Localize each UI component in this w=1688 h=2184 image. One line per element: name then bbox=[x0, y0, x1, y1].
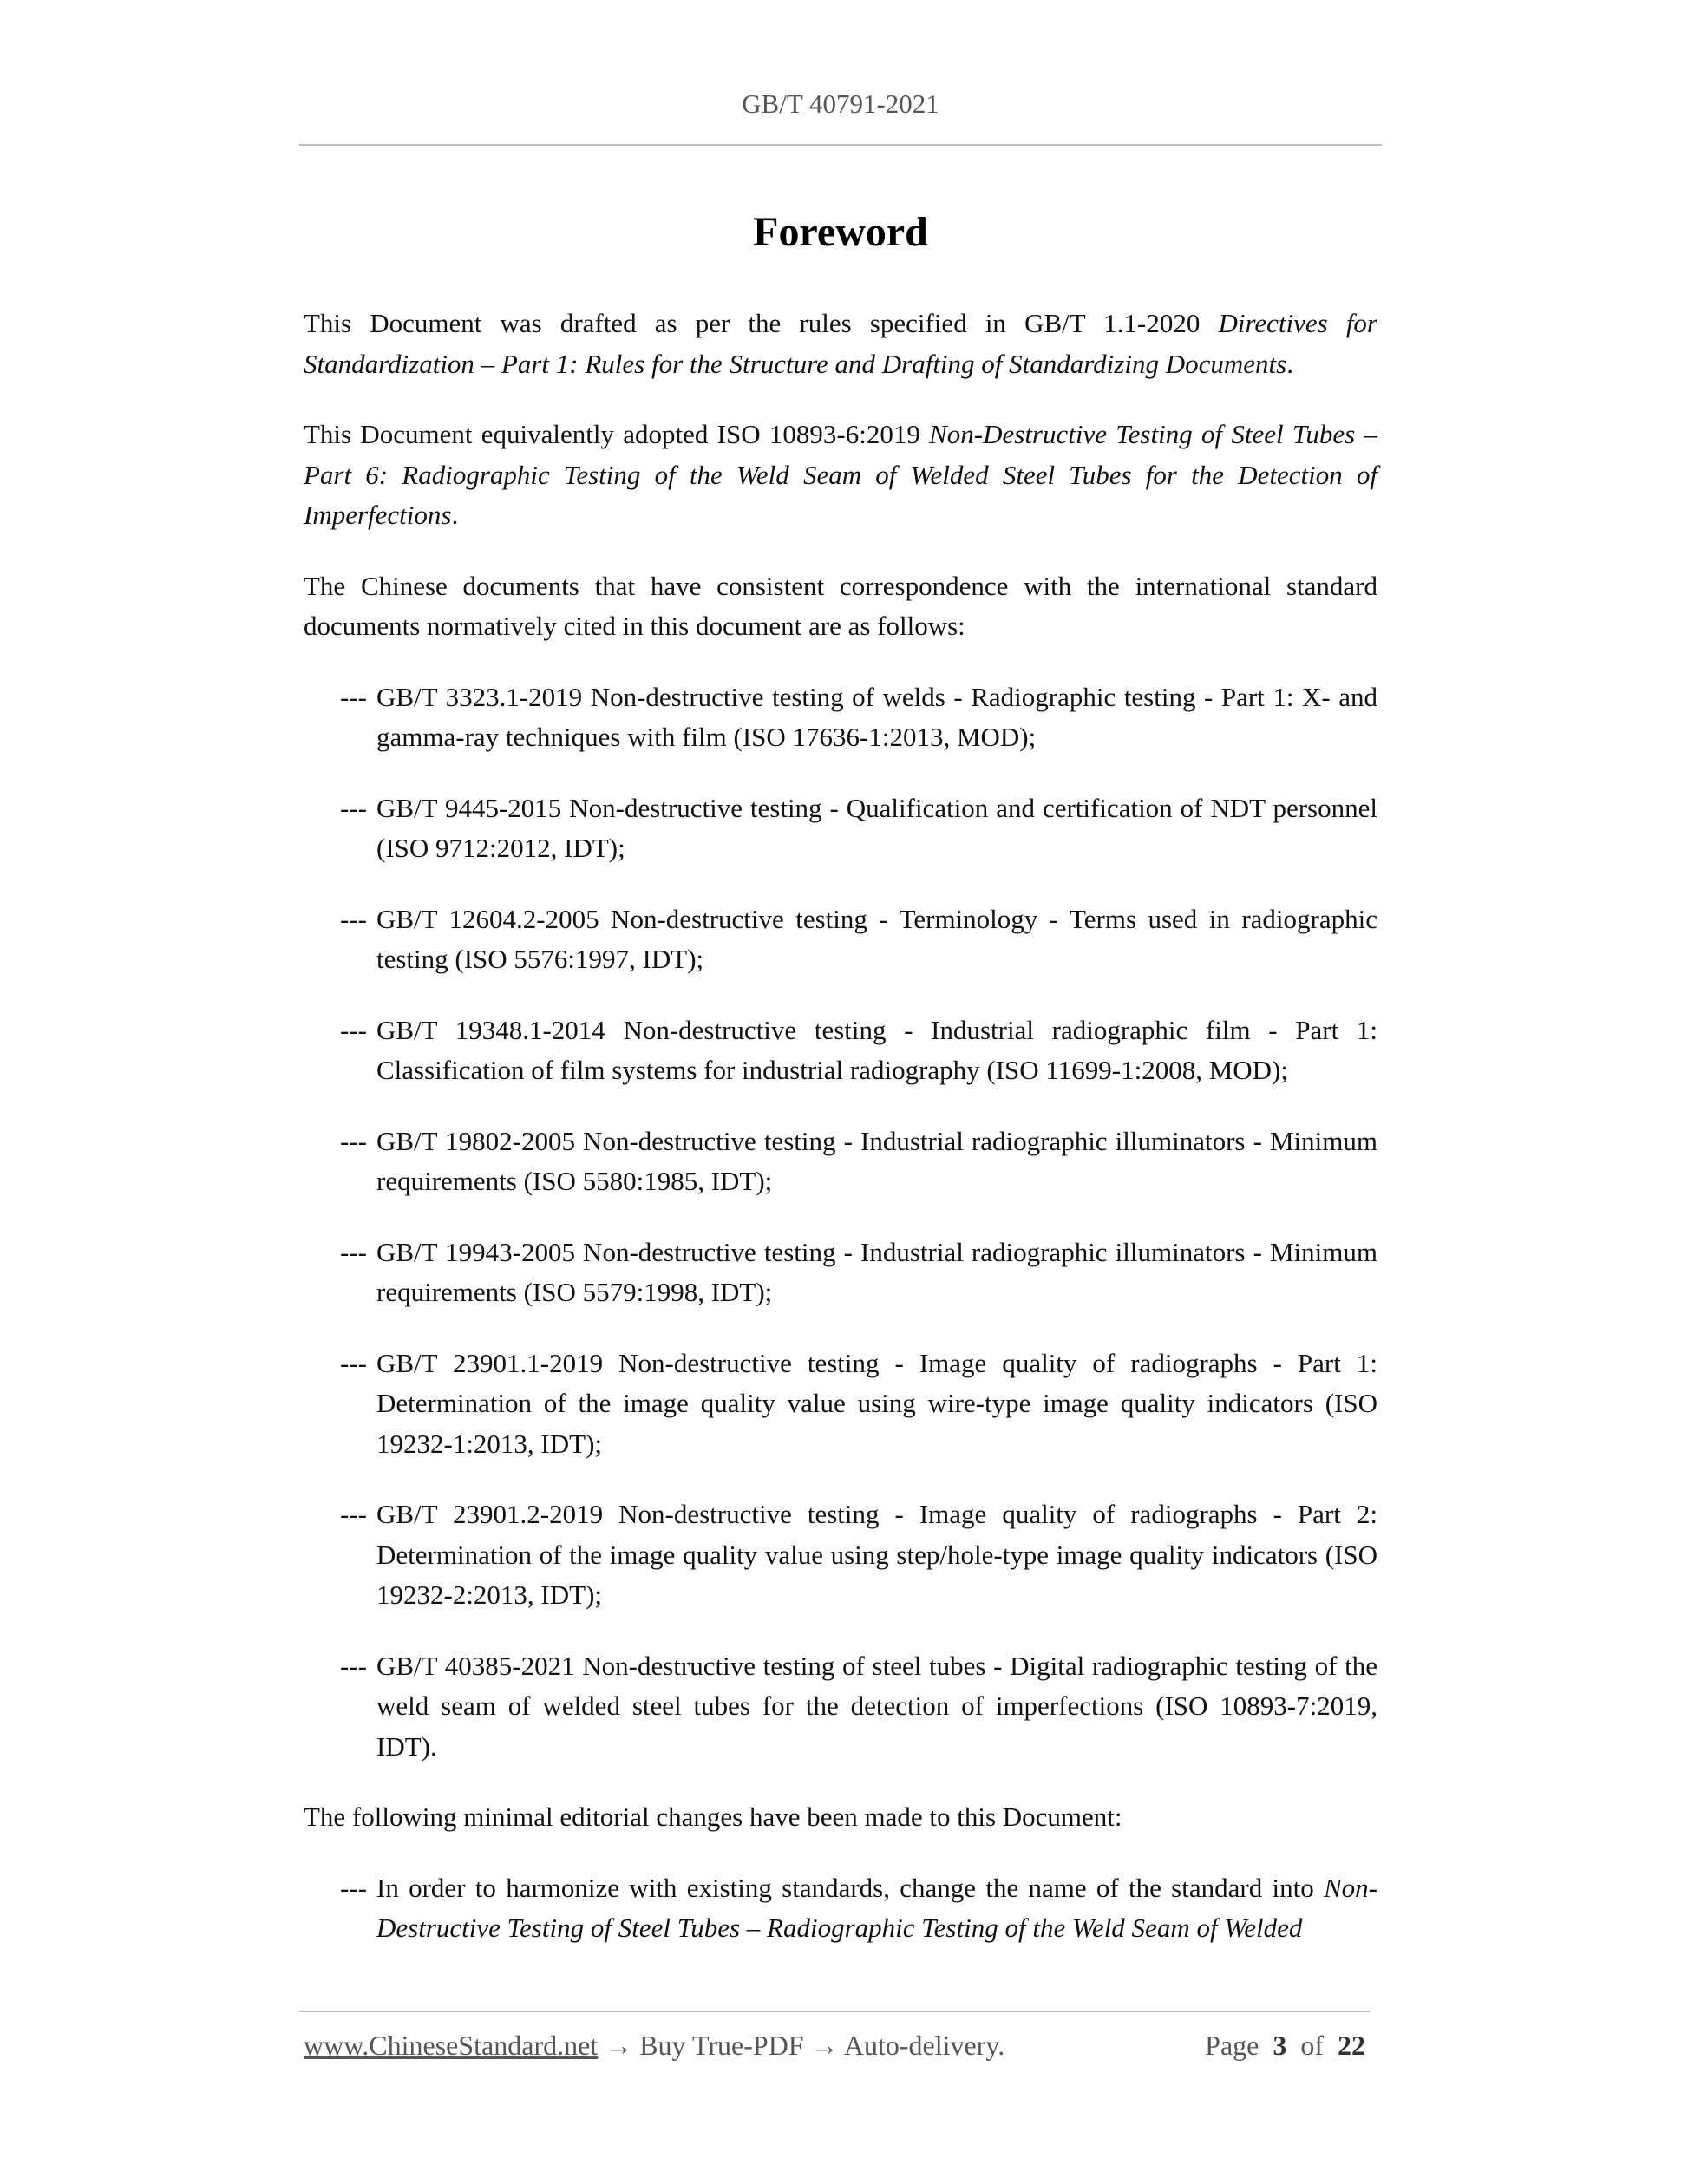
changes-list bbox=[304, 1868, 1377, 1949]
list-item: --- GB/T 19348.1-2014 Non-destructive testing - Industrial radiographic film - Part 1: Classification of film systems for industrial radiography (ISO 11699-1:2008, MOD); bbox=[304, 1010, 1377, 1091]
para2-cited-title: Non-Destructive Testing of Steel Tubes – Part 6: Radiographic Testing of the Weld Seam of Welded Steel Tubes for the Detection of Imperfections bbox=[304, 419, 1377, 530]
list-dash: --- bbox=[340, 1236, 367, 1267]
para1-cited-title: Directives for Standardization – Part 1: Rules for the Structure and Drafting of Standardizing Documents bbox=[304, 308, 1377, 379]
page-footer bbox=[304, 2030, 1371, 2062]
header-divider bbox=[299, 144, 1382, 146]
list-dash: --- bbox=[340, 681, 367, 712]
list-item: --- GB/T 40385-2021 Non-destructive testing of steel tubes - Digital radiographic testing of the weld seam of welded steel tubes for the detection of imperfections (ISO 10893-7:2019, IDT). bbox=[304, 1646, 1377, 1768]
list-item: --- GB/T 23901.1-2019 Non-destructive testing - Image quality of radiographs - Part 1: Determination of the image quality value using wire-type image quality indicators (ISO 19232-1:2013, IDT); bbox=[304, 1344, 1377, 1465]
arrow-right-icon: → bbox=[605, 2030, 633, 2061]
para1-end: . bbox=[1286, 348, 1293, 379]
list-item: --- GB/T 3323.1-2019 Non-destructive testing of welds - Radiographic testing - Part 1: X- and gamma-ray techniques with film (ISO 17636-1:2013, MOD); bbox=[304, 677, 1377, 758]
of-label: of bbox=[1300, 2030, 1324, 2061]
footer-divider bbox=[299, 2011, 1371, 2012]
running-header: GB/T 40791-2021 bbox=[742, 88, 939, 119]
document-body bbox=[304, 304, 1377, 1949]
list-dash: --- bbox=[340, 1125, 367, 1156]
para2-end: . bbox=[451, 500, 459, 530]
list-item: --- GB/T 23901.2-2019 Non-destructive testing - Image quality of radiographs - Part 2: Determination of the image quality value using step/hole-type image quality indicators (ISO 19232-2:2013, IDT); bbox=[304, 1494, 1377, 1616]
para1-text: This Document was drafted as per the rules specified in GB/T 1.1-2020 bbox=[304, 308, 1219, 338]
list-dash: --- bbox=[340, 792, 367, 823]
auto-delivery-text: Auto-delivery. bbox=[843, 2030, 1005, 2061]
list-dash: --- bbox=[340, 1347, 367, 1378]
list-dash: --- bbox=[340, 1872, 367, 1903]
paragraph-correspondence: The Chinese documents that have consistent correspondence with the international standard documents normatively cited in this document are as follows: bbox=[304, 570, 1377, 641]
paragraph-adoption bbox=[304, 415, 1377, 536]
list-item: --- GB/T 19802-2005 Non-destructive testing - Industrial radiographic illuminators - Minimum requirements (ISO 5580:1985, IDT); bbox=[304, 1121, 1377, 1202]
page-number: 3 bbox=[1273, 2030, 1287, 2061]
paragraph-drafting-rules bbox=[304, 304, 1377, 384]
list-dash: --- bbox=[340, 1499, 367, 1529]
reference-list bbox=[304, 677, 1377, 1768]
list-dash: --- bbox=[340, 903, 367, 934]
arrow-right-icon: → bbox=[810, 2030, 839, 2061]
paragraph-editorial-changes: The following minimal editorial changes have been made to this Document: bbox=[304, 1801, 1122, 1832]
page-title: Foreword bbox=[753, 209, 928, 255]
page-total: 22 bbox=[1338, 2030, 1365, 2061]
list-item: --- In order to harmonize with existing standards, change the name of the standard into Non-Destructive Testing of Steel Tubes – Radiographic Testing of the Weld Seam of Welded bbox=[304, 1868, 1377, 1949]
page-indicator bbox=[1205, 2030, 1365, 2062]
change1-italic-title: Non-Destructive Testing of Steel Tubes – Radiographic Testing of the Weld Seam of Welded bbox=[376, 1872, 1377, 1943]
list-item: --- GB/T 19943-2005 Non-destructive testing - Industrial radiographic illuminators - Minimum requirements (ISO 5579:1998, IDT); bbox=[304, 1233, 1377, 1313]
para2-text: This Document equivalently adopted ISO 10893-6:2019 bbox=[304, 419, 930, 449]
list-dash: --- bbox=[340, 1650, 367, 1681]
website-link[interactable]: www.ChineseStandard.net bbox=[304, 2030, 599, 2061]
buy-pdf-text: Buy True-PDF bbox=[639, 2030, 804, 2061]
list-item: --- GB/T 9445-2015 Non-destructive testing - Qualification and certification of NDT personnel (ISO 9712:2012, IDT); bbox=[304, 788, 1377, 869]
list-item: --- GB/T 12604.2-2005 Non-destructive testing - Terminology - Terms used in radiographic testing (ISO 5576:1997, IDT); bbox=[304, 899, 1377, 980]
page-label: Page bbox=[1205, 2030, 1259, 2061]
list-dash: --- bbox=[340, 1014, 367, 1045]
